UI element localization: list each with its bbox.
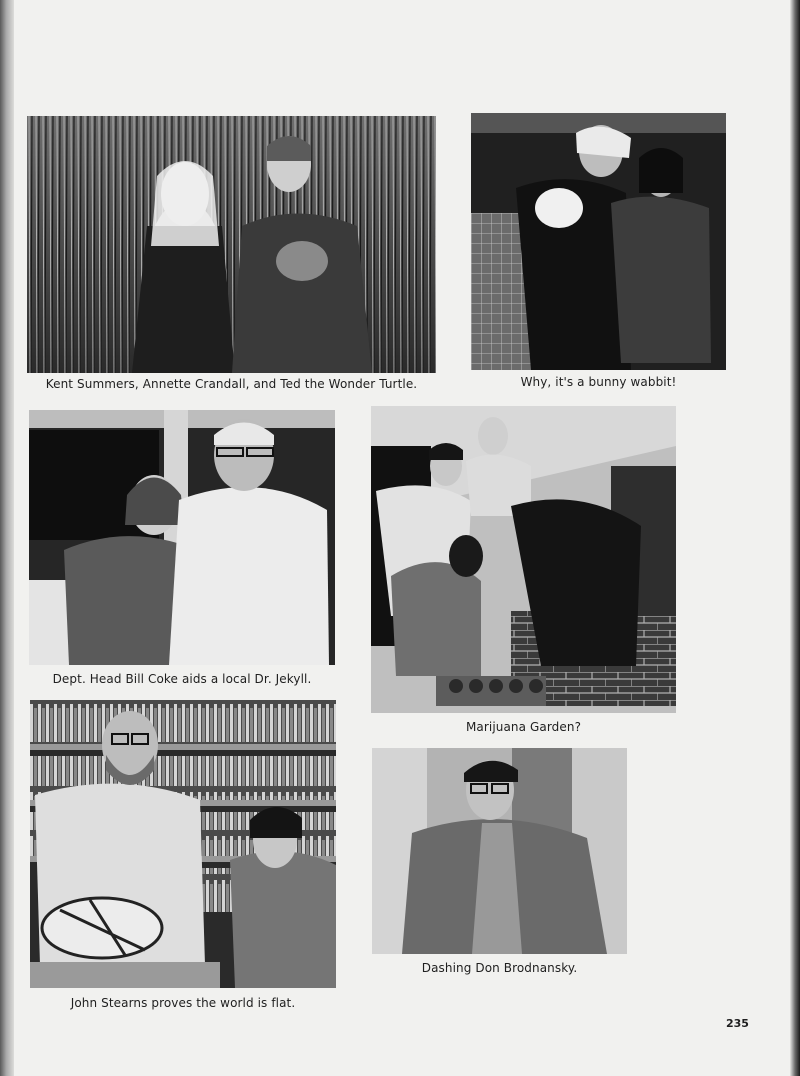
caption-bunny: Why, it's a bunny wabbit! [520, 375, 677, 389]
caption-portrait: Dashing Don Brodnansky. [421, 961, 578, 975]
caption-library: John Stearns proves the world is flat. [70, 996, 296, 1010]
photo-garden [371, 406, 676, 713]
page-number: 235 [726, 1017, 749, 1030]
photo-portrait [372, 748, 627, 954]
caption-lab: Dept. Head Bill Coke aids a local Dr. Jekyll. [52, 672, 312, 686]
page-edge-shadow [790, 0, 800, 1076]
photo-lab [29, 410, 335, 665]
photo-bunny [471, 113, 726, 370]
caption-reeds: Kent Summers, Annette Crandall, and Ted the Wonder Turtle. [45, 377, 418, 391]
photo-library [30, 700, 336, 988]
page-binding-shadow [0, 0, 14, 1076]
caption-garden: Marijuana Garden? [465, 720, 582, 734]
photo-reeds [27, 116, 436, 373]
